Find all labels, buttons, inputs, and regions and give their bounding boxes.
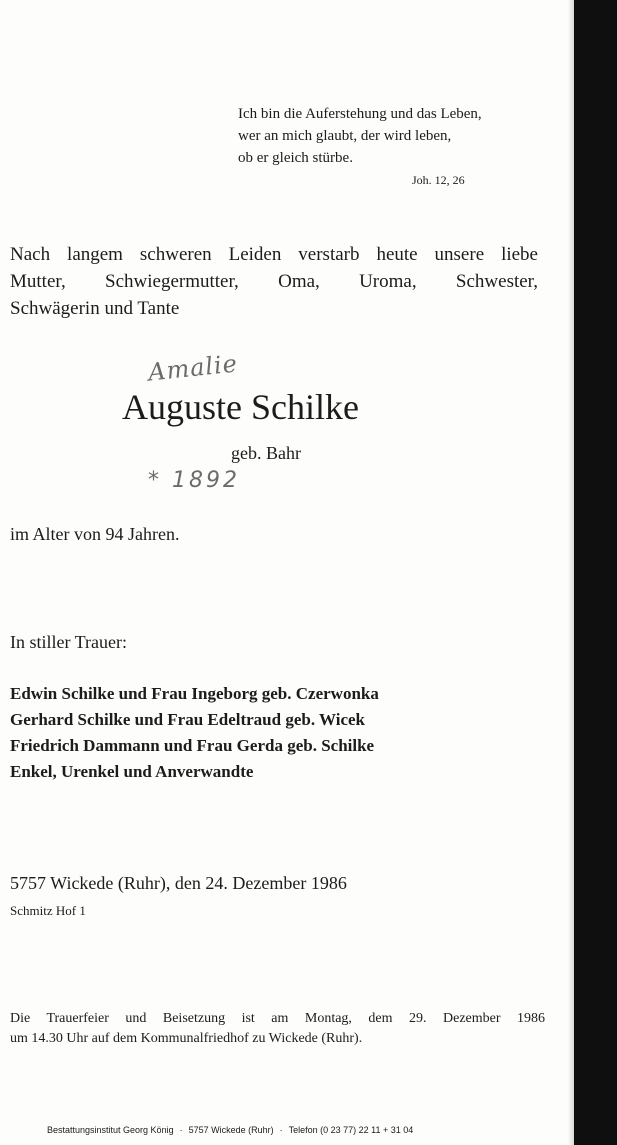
maiden-name: geb. Bahr xyxy=(231,443,301,463)
verse-line: Ich bin die Auferstehung und das Leben, xyxy=(238,106,482,122)
list-item: Edwin Schilke und Frau Ingeborg geb. Czerwonka xyxy=(10,684,379,703)
place-and-date: 5757 Wickede (Ruhr), den 24. Dezember 1986 xyxy=(10,873,347,893)
handwritten-birth-year: * 1892 xyxy=(148,468,240,493)
funeral-line: Die Trauerfeier und Beisetzung ist am Montag, dem 29. Dezember 1986 xyxy=(10,1011,545,1026)
announcement-line: Mutter, Schwiegermutter, Oma, Uroma, Schwester, xyxy=(10,271,538,292)
footer-separator: · xyxy=(179,1125,183,1135)
list-item: Gerhard Schilke und Frau Edeltraud geb. Wicek xyxy=(10,710,365,729)
bible-verse xyxy=(238,103,558,189)
list-item: Friedrich Dammann und Frau Gerda geb. Schilke xyxy=(10,736,375,755)
announcement-line: Schwägerin und Tante xyxy=(10,298,180,319)
age-text: im Alter von 94 Jahren. xyxy=(10,524,180,544)
death-announcement-text xyxy=(10,241,538,322)
undertaker-footer xyxy=(47,1124,413,1136)
mourning-heading: In stiller Trauer: xyxy=(10,632,127,652)
street-address: Schmitz Hof 1 xyxy=(10,903,86,918)
handwritten-first-name: Amalie xyxy=(146,349,240,387)
list-item: Enkel, Urenkel und Anverwandte xyxy=(10,762,254,781)
verse-line: ob er gleich stürbe. xyxy=(238,150,353,166)
undertaker-address: 5757 Wickede (Ruhr) xyxy=(188,1125,274,1135)
mourning-border-bar xyxy=(574,0,617,1145)
funeral-notice xyxy=(10,1009,545,1049)
mourners-list xyxy=(10,681,379,785)
verse-line: wer an mich glaubt, der wird leben, xyxy=(238,128,452,144)
footer-separator: · xyxy=(279,1125,283,1135)
deceased-name: Auguste Schilke xyxy=(122,387,359,427)
undertaker-phone: Telefon (0 23 77) 22 11 + 31 04 xyxy=(288,1125,414,1135)
announcement-line: Nach langem schweren Leiden verstarb heute unsere liebe xyxy=(10,244,538,265)
funeral-line: um 14.30 Uhr auf dem Kommunalfriedhof zu Wickede (Ruhr). xyxy=(10,1031,363,1046)
undertaker-name: Bestattungsinstitut Georg König xyxy=(47,1125,174,1135)
verse-reference: Joh. 12, 26 xyxy=(412,173,465,187)
